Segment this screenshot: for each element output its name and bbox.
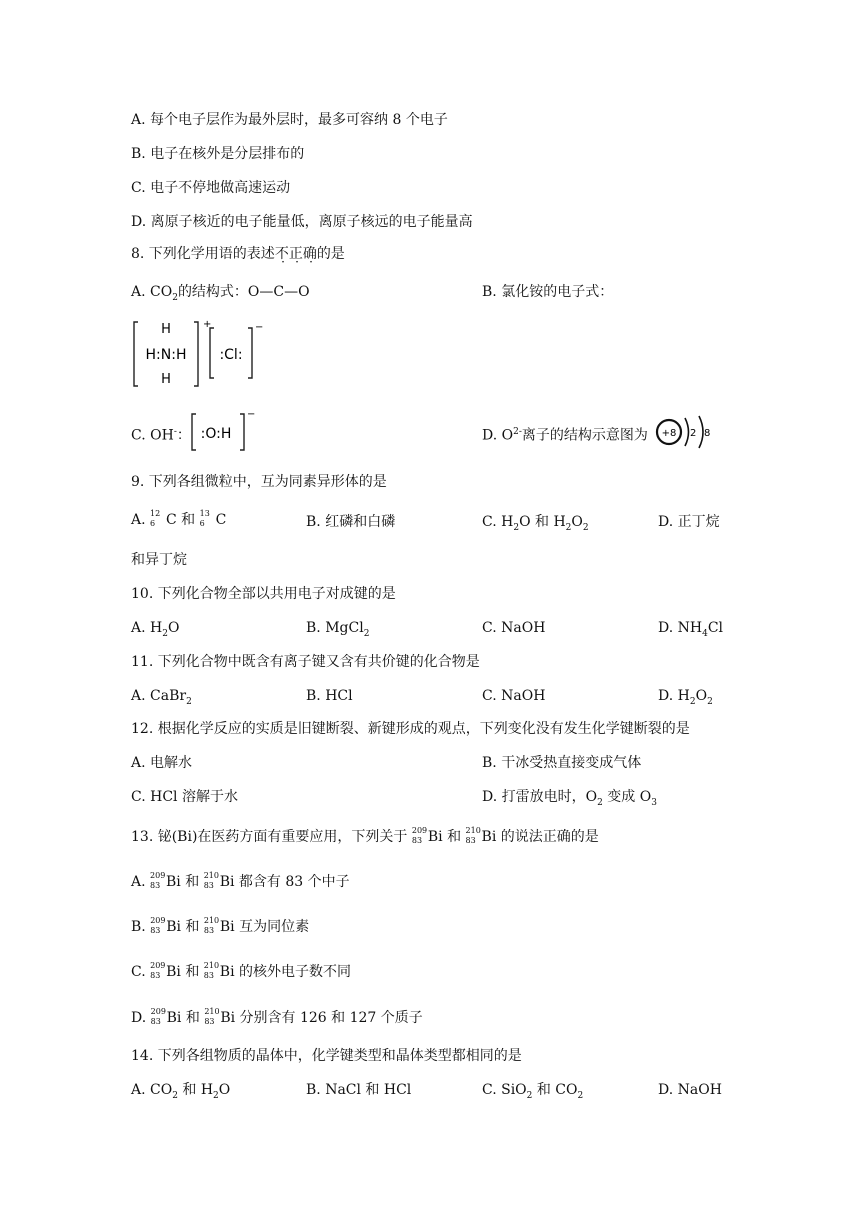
q12-option-a: A. 电解水 [131,755,193,771]
q8-option-b: B. 氯化铵的电子式： [482,284,614,300]
q14-option-c: C. SiO$_2$ 和 $CO_2$ [482,1082,584,1101]
q14-stem: 14. 下列各组物质的晶体中，化学键类型和晶体类型都相同的是 [131,1048,522,1064]
oxygen-ion-structure-diagram [655,412,717,454]
q10-option-d: D. $NH_4Cl$ [658,620,724,639]
q8-stem: 8. 下列化学用语的表述不正确的是 [131,246,345,262]
q12-option-d: D. 打雷放电时，$O_2$ 变成 $O_3$ [482,789,657,808]
q9-option-d-continued: 和异丁烷 [131,552,187,568]
q9-option-c: C. $H_2O$ 和 $H_2O_2$ [482,514,589,533]
q13-option-c: C. 209 83 Bi 和 210 83 Bi 的核外电子数不同 [131,961,352,980]
svg-text:H:N:H: H:N:H [145,347,187,363]
svg-text:2: 2 [690,428,697,439]
q11-stem: 11. 下列化合物中既含有离子键又含有共价键的化合物是 [131,654,480,670]
q13-stem: 13. 铋(Bi)在医药方面有重要应用，下列关于 209 83 Bi 和 210 83 Bi 的说法正确的是 [131,826,599,845]
ammonium-chloride-electron-formula [132,318,272,390]
svg-text::Cl:: :Cl: [219,347,243,363]
svg-text:−: − [247,409,256,420]
svg-text:H: H [161,372,171,387]
q11-option-d: D. $H_2O_2$ [658,688,713,707]
hydroxide-electron-formula [190,408,260,454]
q7-option-b: B. 电子在核外是分层排布的 [131,146,305,162]
q10-option-b: B. MgCl$_2$ [306,620,370,639]
q14-option-a: A. $CO_2$ 和 $H_2O$ [131,1082,231,1101]
q8-option-d: D. $O^{2-}$离子的结构示意图为 [482,427,648,444]
q11-option-b: B. HCl [306,688,353,704]
q9-stem: 9. 下列各组微粒中，互为同素异形体的是 [131,474,387,490]
svg-text:+: + [203,319,212,330]
q11-option-c: C. NaOH [482,688,546,704]
q9-option-a: A. 12 6 C 和 13 6 C [131,509,227,528]
q10-option-a: A. $H_2O$ [131,620,180,639]
q9-option-d: D. 正丁烷 [658,514,720,530]
q13-option-a: A. 209 83 Bi 和 210 83 Bi 都含有 83 个中子 [131,871,350,890]
q10-stem: 10. 下列化合物全部以共用电子对成键的是 [131,586,396,602]
q7-option-c: C. 电子不停地做高速运动 [131,180,291,196]
svg-text:8: 8 [704,428,711,439]
q12-option-c: C. HCl 溶解于水 [131,789,238,805]
q14-option-b: B. NaCl 和 HCl [306,1082,412,1098]
q12-stem: 12. 根据化学反应的实质是旧键断裂、新键形成的观点，下列变化没有发生化学键断裂的是 [131,721,690,737]
q13-option-b: B. 209 83 Bi 和 210 83 Bi 互为同位素 [131,916,310,935]
svg-text:+8: +8 [661,428,677,439]
svg-text:H: H [161,322,171,337]
q9-option-b: B. 红磷和白磷 [306,514,396,530]
q13-option-d: D. 209 83 Bi 和 210 83 Bi 分别含有 126 和 127 个质子 [131,1007,423,1026]
q10-option-c: C. NaOH [482,620,546,636]
q12-option-b: B. 干冰受热直接变成气体 [482,755,642,771]
q8-option-a: A. $CO_2$的结构式：O—C—O [131,284,310,303]
svg-text:−: − [255,322,264,333]
svg-text::O:H: :O:H [200,426,232,442]
q11-option-a: A. CaBr$_2$ [131,688,192,707]
q8-option-c: C. OH-： [131,427,191,444]
q7-option-d: D. 离原子核近的电子能量低，离原子核远的电子能量高 [131,214,473,230]
q7-option-a: A. 每个电子层作为最外层时，最多可容纳 8 个电子 [131,112,448,128]
q14-option-d: D. NaOH [658,1082,722,1098]
